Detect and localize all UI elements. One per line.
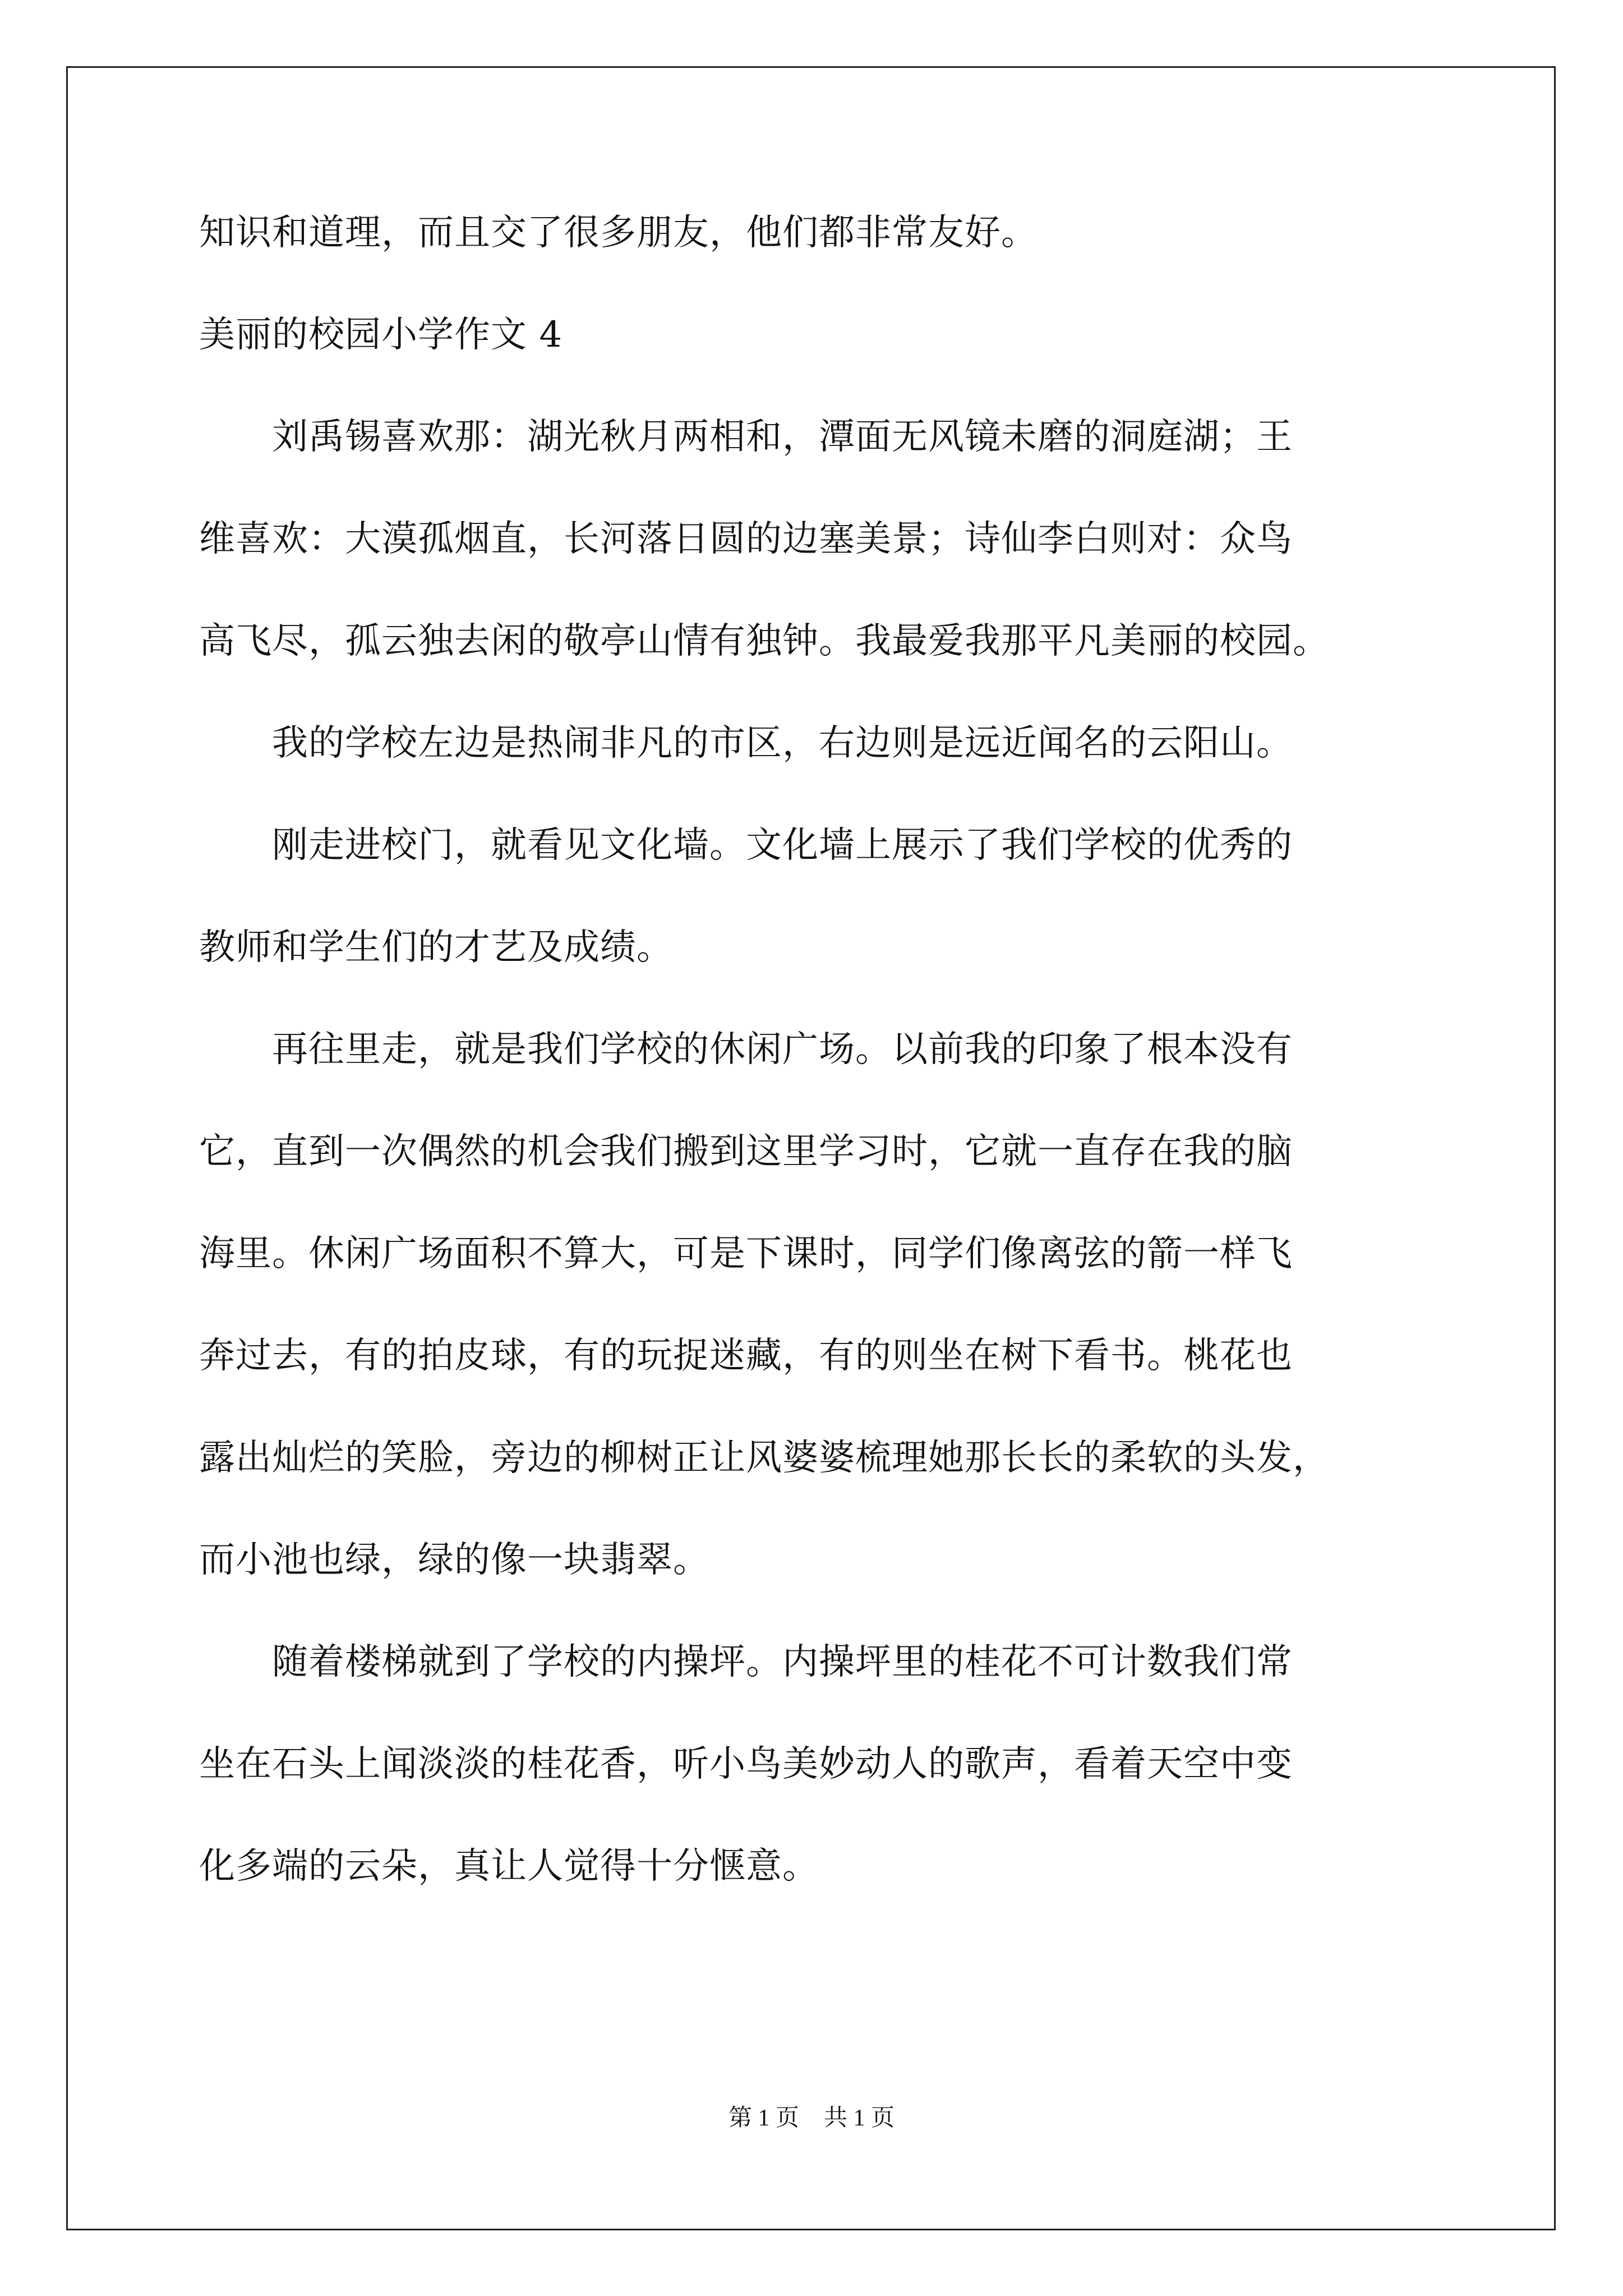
text-line: 坐在石头上闻淡淡的桂花香，听小鸟美妙动人的歌声，看着天空中变 [199, 1743, 1293, 1785]
text-line: 高飞尽，孤云独去闲的敬亭山情有独钟。我最爱我那平凡美丽的校园。 [199, 620, 1329, 662]
text-line: 它，直到一次偶然的机会我们搬到这里学习时，它就一直存在我的脑 [199, 1131, 1293, 1172]
text-line: 刘禹锡喜欢那：湖光秋月两相和，潭面无风镜未磨的洞庭湖；王 [199, 416, 1293, 458]
text-line: 知识和道理，而且交了很多朋友，他们都非常友好。 [199, 212, 1038, 254]
text-line: 海里。休闲广场面积不算大，可是下课时，同学们像离弦的箭一样飞 [199, 1233, 1293, 1274]
text-line: 刚走进校门，就看见文化墙。文化墙上展示了我们学校的优秀的 [199, 825, 1293, 866]
text-line: 维喜欢：大漠孤烟直，长河落日圆的边塞美景；诗仙李白则对：众鸟 [199, 518, 1293, 560]
document-body [199, 205, 1438, 1894]
text-line: 教师和学生们的才艺及成绩。 [199, 927, 673, 968]
text-line: 露出灿烂的笑脸，旁边的柳树正让风婆婆梳理她那长长的柔软的头发， [199, 1437, 1329, 1479]
text-line: 我的学校左边是热闹非凡的市区，右边则是远近闻名的云阳山。 [199, 723, 1293, 764]
text-line: 化多端的云朵，真让人觉得十分惬意。 [199, 1846, 819, 1887]
page-total: 共 1 页 [824, 2105, 895, 2131]
text-line: 奔过去，有的拍皮球，有的玩捉迷藏，有的则坐在树下看书。桃花也 [199, 1335, 1293, 1377]
text-line: 而小池也绿，绿的像一块翡翠。 [199, 1539, 709, 1581]
text-line: 随着楼梯就到了学校的内操坪。内操坪里的桂花不可计数我们常 [199, 1641, 1293, 1683]
section-heading: 美丽的校园小学作文 4 [199, 314, 563, 356]
text-line: 再往里走，就是我们学校的休闲广场。以前我的印象了根本没有 [199, 1029, 1293, 1070]
page-number: 第 1 页 [728, 2105, 799, 2131]
page-footer [0, 2102, 1623, 2134]
